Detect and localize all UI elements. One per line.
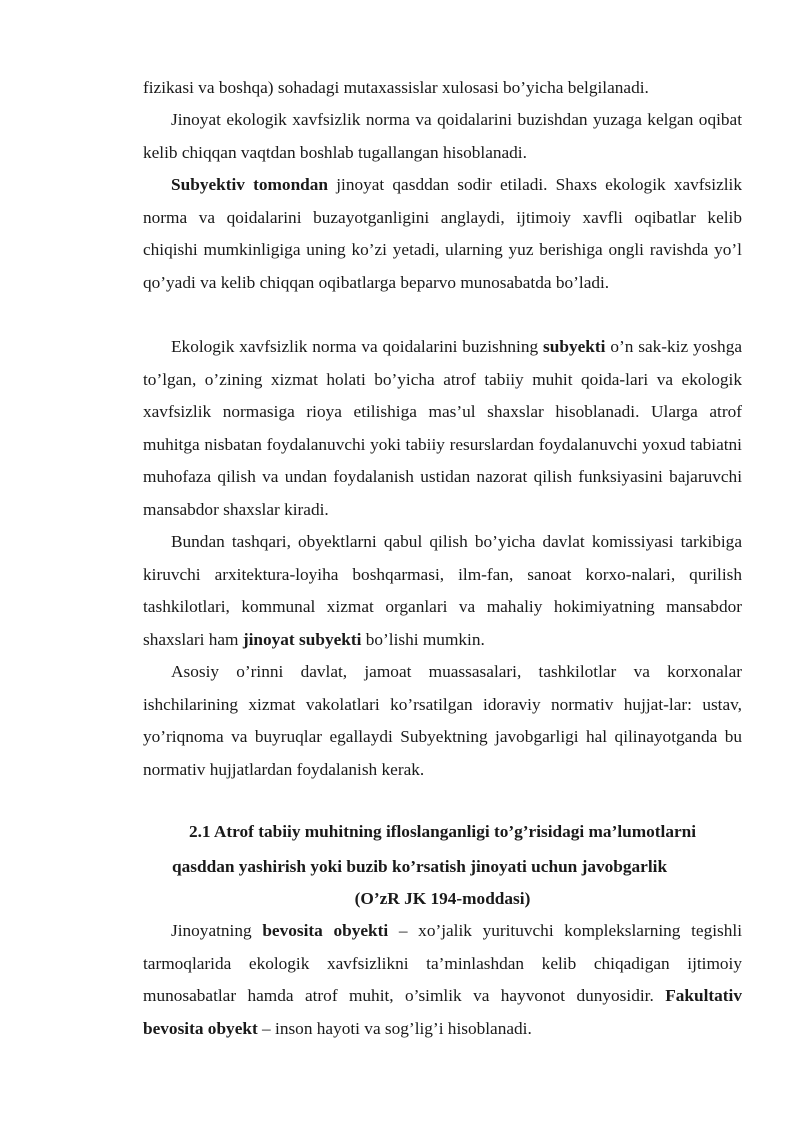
- paragraph-direct-object: [143, 915, 742, 1045]
- paragraph-subjective-side: [143, 169, 742, 299]
- paragraph-text: fizikasi va boshqa) sohadagi mutaxassislar xulosasi bo’yicha belgilanadi.: [143, 78, 649, 97]
- heading-text: (O’zR JK 194-moddasi): [354, 889, 531, 908]
- paragraph-text: Jinoyat ekologik xavfsizlik norma va qoidalarini buzishdan yuzaga kelgan oqibat kelib chiqqan vaqtdan boshlab tugallangan hisoblanadi.: [143, 110, 742, 162]
- bold-term: Fakultativ bevosita obyekt: [143, 986, 742, 1038]
- paragraph-text: jinoyat qasddan sodir etiladi. Shaxs ekologik xavfsizlik norma va qoidalarini buzayotganligini anglaydi, ijtimoiy xavfli oqibatlar kelib chiqishi mumkinligiga uning ko’zi yetadi, ularning yuz berishiga ongli ravishda yo’l qo’yadi va kelib chiqqan oqibatlarga beparvo munosabatda bo’ladi.: [143, 175, 742, 292]
- bold-term: subyekti: [543, 337, 606, 356]
- section-heading-line-2: [172, 853, 771, 881]
- paragraph-text: – xo’jalik yurituvchi komplekslarning tegishli tarmoqlarida ekologik xavfsizlikni ta’minlashdan kelib chiqadigan ijtimoiy munosabatlar hamda atrof muhit, o’simlik va hayvonot dunyosidir.: [143, 921, 742, 1005]
- paragraph-completion: [143, 104, 742, 169]
- paragraph-text: o’n sak-kiz yoshga to’lgan, o’zining xizmat holati bo’yicha atrof tabiiy muhit qoida-lari va ekologik xavfsizlik normasiga rioya etilishiga mas’ul shaxslar hisoblanadi. Ularga atrof muhitga nisbatan foydalanuvchi yoki tabiiy resurslardan foydalanuvchi yoxud tabiatni muhofaza qilish va undan foydalanish ustidan nazorat qilish funksiyasini bajaruvchi mansabdor shaxslar kiradi.: [143, 337, 742, 519]
- heading-text: 2.1 Atrof tabiiy muhitning ifloslanganligi to’g’risidagi ma’lumotlarni: [188, 822, 697, 841]
- paragraph-text: Asosiy o’rinni davlat, jamoat muassasalari, tashkilotlar va korxonalar ishchilarining xizmat vakolatlari ko’rsatilgan idoraviy normativ hujjat-lar: ustav, yo’riqnoma va buyruqlar egallaydi Subyektning javobgarligi hal qilinayotganda bu normativ hujjatlardan foydalanish kerak.: [143, 662, 742, 779]
- paragraph-text: Ekologik xavfsizlik norma va qoidalarini buzishning: [171, 337, 543, 356]
- paragraph-subject: [143, 331, 742, 526]
- paragraph-additional-subjects: [143, 526, 742, 656]
- section-heading-line-3: [143, 885, 742, 913]
- paragraph-text: Bundan tashqari, obyektlarni qabul qilish bo’yicha davlat komissiyasi tarkibiga kiruvchi arxitektura-loyiha boshqarmasi, ilm-fan, sanoat korxo-nalari, qurilish tashkilotlari, kommunal xizmat organlari va mahaliy hokimiyatning mansabdor shaxslari ham: [143, 532, 742, 649]
- paragraph-text: Jinoyatning: [171, 921, 263, 940]
- heading-text: qasddan yashirish yoki buzib ko’rsatish jinoyati uchun javobgarlik: [172, 857, 668, 876]
- bold-term: bevosita obyekti: [262, 921, 389, 940]
- bold-term: jinoyat subyekti: [242, 629, 362, 649]
- section-heading-line-1: [143, 818, 742, 846]
- paragraph-continuation: [143, 72, 742, 105]
- paragraph-text: – inson hayoti va sog’lig’i hisoblanadi.: [257, 1018, 532, 1038]
- paragraph-normative-docs: [143, 656, 742, 786]
- bold-term: Subyektiv tomondan: [171, 175, 329, 194]
- paragraph-text: bo’lishi mumkin.: [361, 629, 485, 649]
